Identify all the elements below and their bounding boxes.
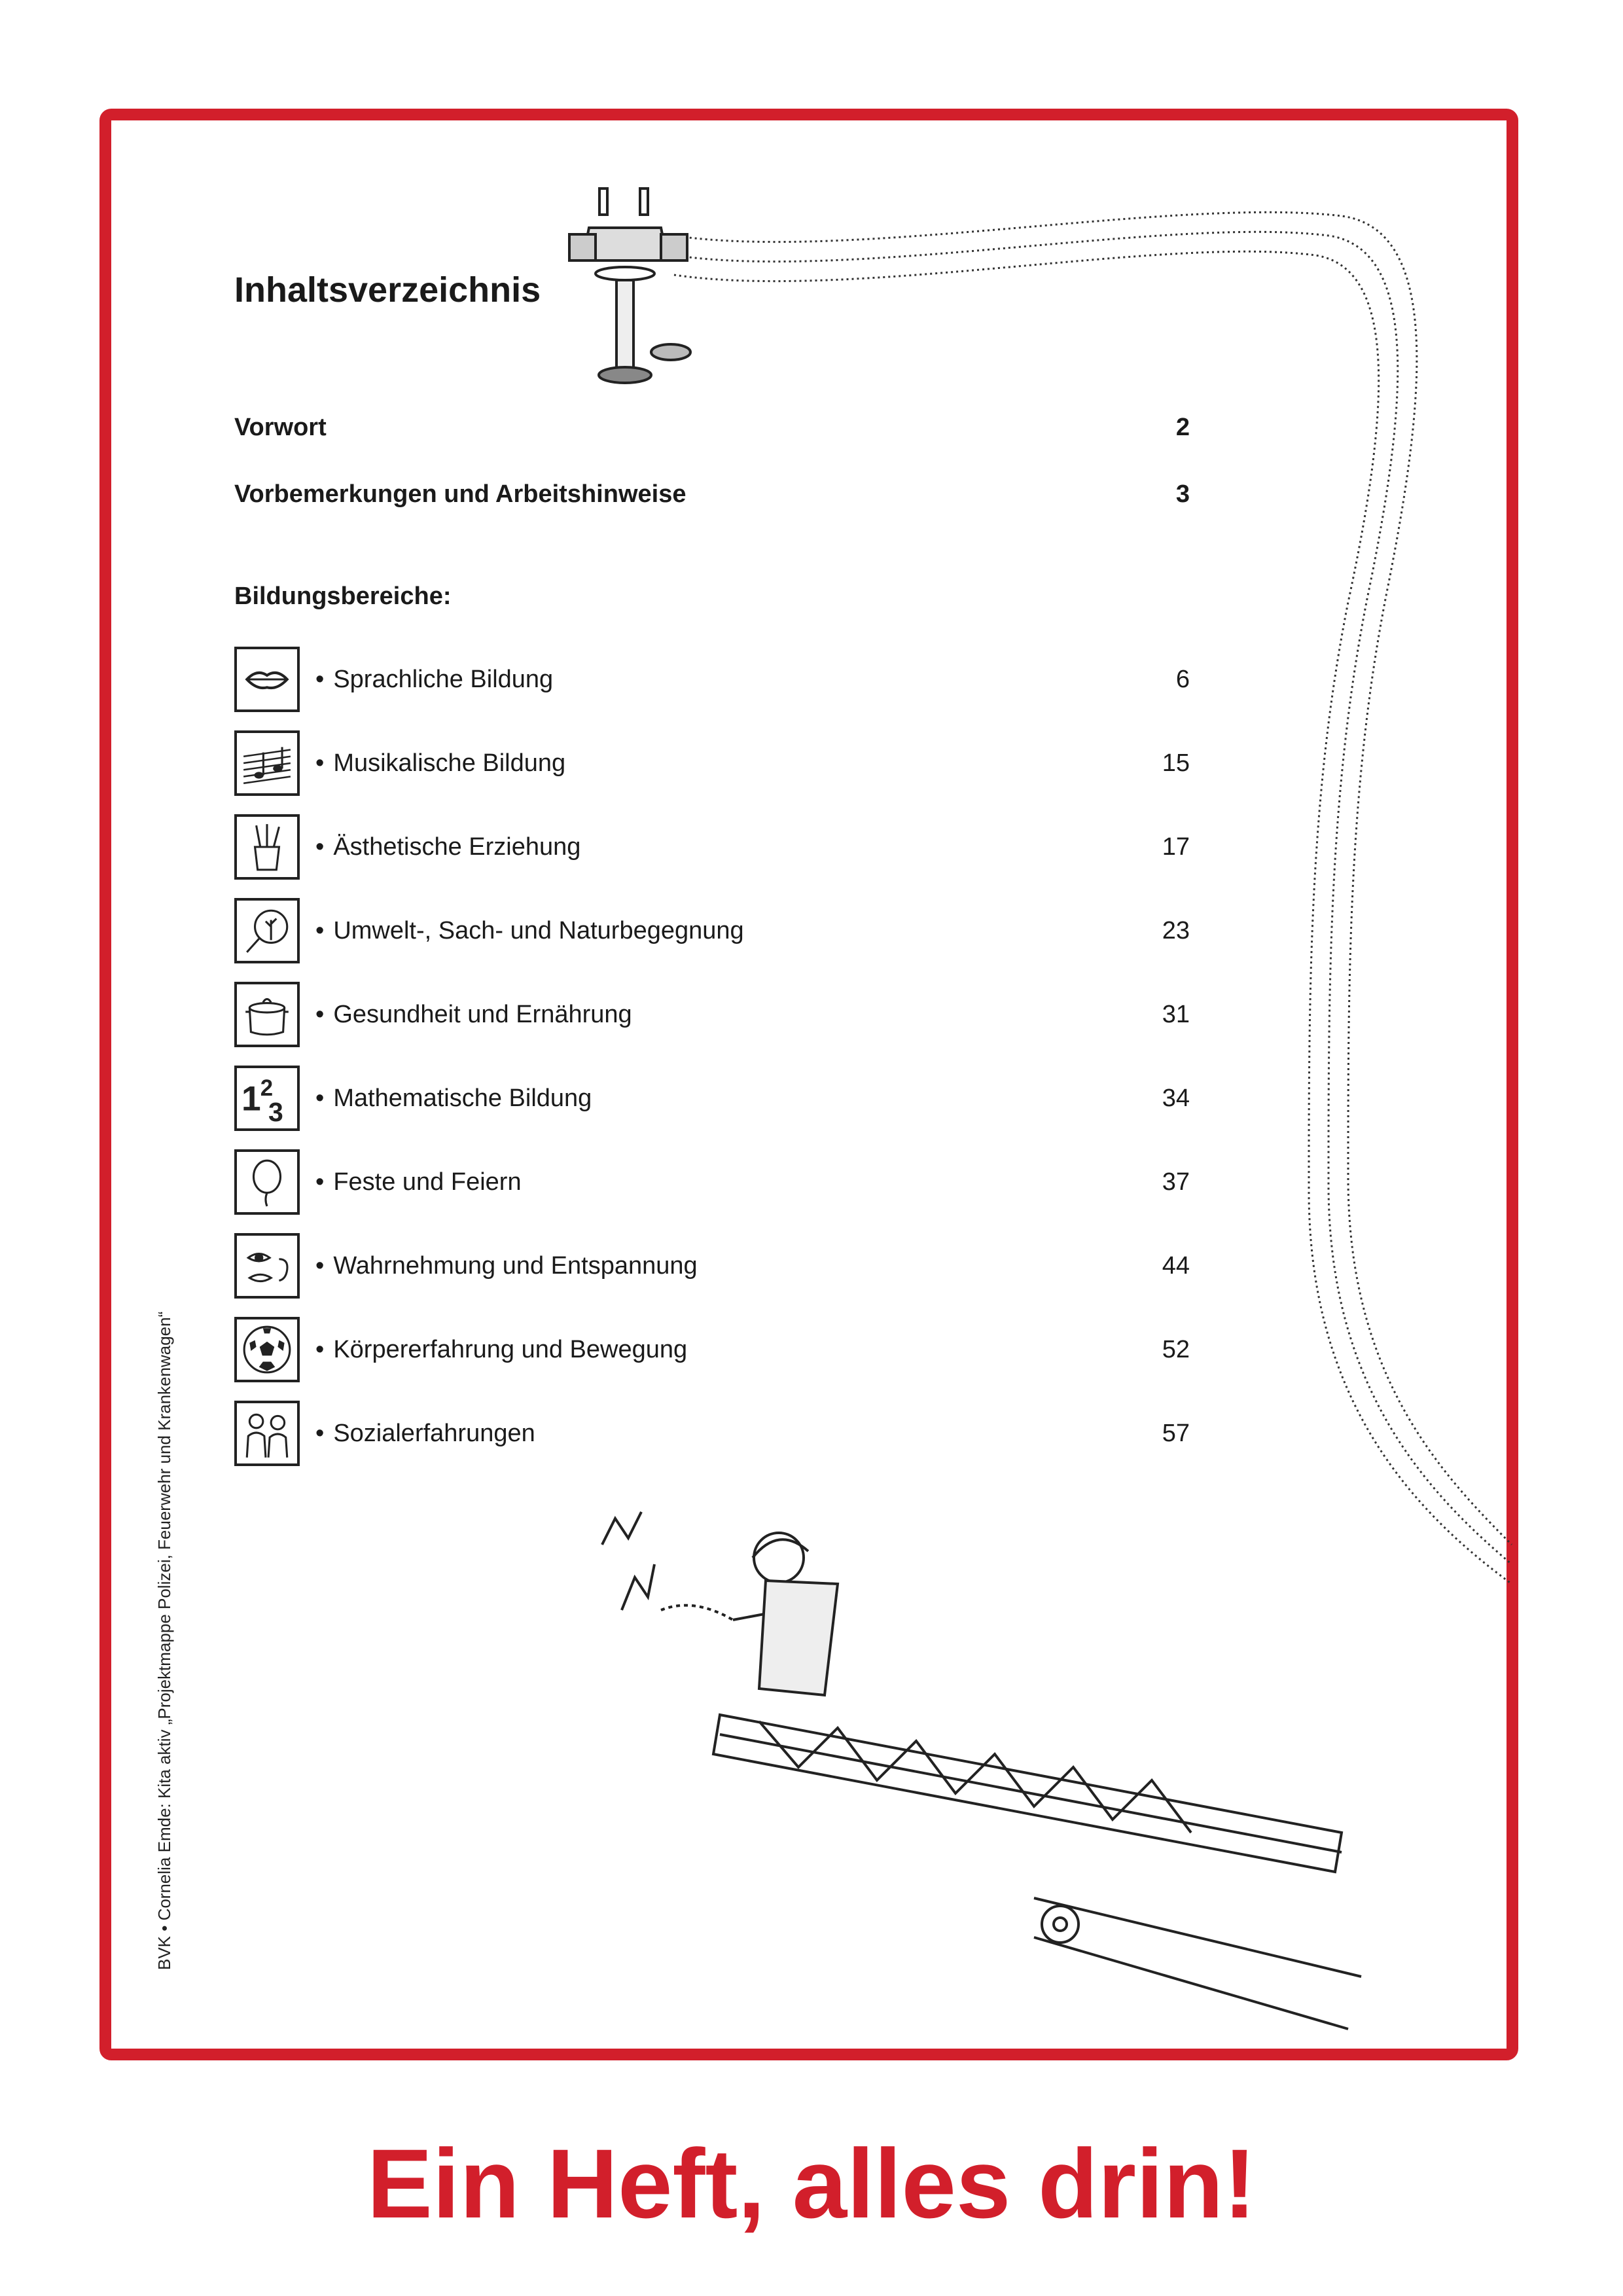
toc-front-item — [234, 480, 1190, 509]
toc-entry-label: Gesundheit und Ernährung — [333, 1000, 632, 1028]
toc-front-label: Vorbemerkungen und Arbeitshinweise — [234, 480, 687, 508]
cooking-pot-icon — [234, 982, 300, 1047]
toc-front-page: 3 — [1175, 480, 1190, 508]
toc-entry-page: 23 — [1162, 916, 1190, 944]
toc-entry: • Sprachliche Bildung 6 — [234, 644, 1190, 715]
toc-entry-page: 17 — [1162, 833, 1190, 861]
section-heading: Bildungsbereiche: — [234, 583, 452, 610]
lips-icon — [234, 647, 300, 712]
football-icon — [234, 1317, 300, 1382]
toc-entry-label: Ästhetische Erziehung — [333, 833, 581, 861]
pencil-cup-icon — [234, 814, 300, 880]
toc-entry: • Feste und Feiern 37 — [234, 1147, 1190, 1217]
toc-front-page: 2 — [1175, 414, 1190, 441]
firefighter-ladder-illustration — [589, 1505, 1400, 2042]
toc-entry-label: Umwelt-, Sach- und Naturbegegnung — [333, 916, 744, 944]
toc-entry: • Körpererfahrung und Bewegung 52 — [234, 1314, 1190, 1385]
toc-front-item — [234, 414, 1190, 442]
toc-front-label: Vorwort — [234, 414, 327, 441]
senses-face-icon — [234, 1233, 300, 1299]
toc-entry-label: Mathematische Bildung — [333, 1084, 592, 1112]
toc-entry-page: 34 — [1162, 1084, 1190, 1112]
toc-entry-page: 52 — [1162, 1335, 1190, 1363]
toc-entry-label: Feste und Feiern — [333, 1168, 522, 1196]
balloon-icon — [234, 1149, 300, 1215]
svg-text:1: 1 — [241, 1079, 261, 1119]
toc-entry: • Wahrnehmung und Entspannung 44 — [234, 1230, 1190, 1301]
toc-entry-page: 6 — [1175, 665, 1190, 693]
side-copyright-note: BVK • Cornelia Emde: Kita aktiv „Projektmappe Polizei, Feuerwehr und Krankenwagen“ — [154, 1311, 174, 1970]
magnifier-tree-icon — [234, 898, 300, 963]
page-title: Inhaltsverzeichnis — [234, 270, 541, 310]
toc-entry-label: Körpererfahrung und Bewegung — [333, 1335, 688, 1363]
hydrant-illustration — [563, 175, 694, 395]
children-icon — [234, 1401, 300, 1466]
toc-entry-page: 31 — [1162, 1000, 1190, 1028]
toc-entry-page: 57 — [1162, 1419, 1190, 1447]
toc-entry-page: 44 — [1162, 1251, 1190, 1280]
toc-entry: • Ästhetische Erziehung 17 — [234, 812, 1190, 882]
toc-entry-label: Sozialerfahrungen — [333, 1419, 535, 1447]
toc-entry: • Musikalische Bildung 15 — [234, 728, 1190, 798]
toc-entry: 1 2 3 • Mathematische Bildung 34 — [234, 1063, 1190, 1134]
toc-entry: • Sozialerfahrungen 57 — [234, 1398, 1190, 1469]
toc-entry-label: Wahrnehmung und Entspannung — [333, 1251, 698, 1280]
toc-entry: • Umwelt-, Sach- und Naturbegegnung 23 — [234, 895, 1190, 966]
toc-entry: • Gesundheit und Ernährung 31 — [234, 979, 1190, 1050]
toc-entry-label: Sprachliche Bildung — [333, 665, 554, 693]
svg-text:2: 2 — [260, 1075, 274, 1101]
numbers-icon — [234, 1066, 300, 1131]
music-notes-icon — [234, 730, 300, 796]
toc-entry-page: 15 — [1162, 749, 1190, 777]
toc-entry-label: Musikalische Bildung — [333, 749, 566, 777]
slogan: Ein Heft, alles drin! — [366, 2128, 1257, 2238]
toc-entry-page: 37 — [1162, 1168, 1190, 1196]
svg-text:3: 3 — [268, 1096, 283, 1125]
